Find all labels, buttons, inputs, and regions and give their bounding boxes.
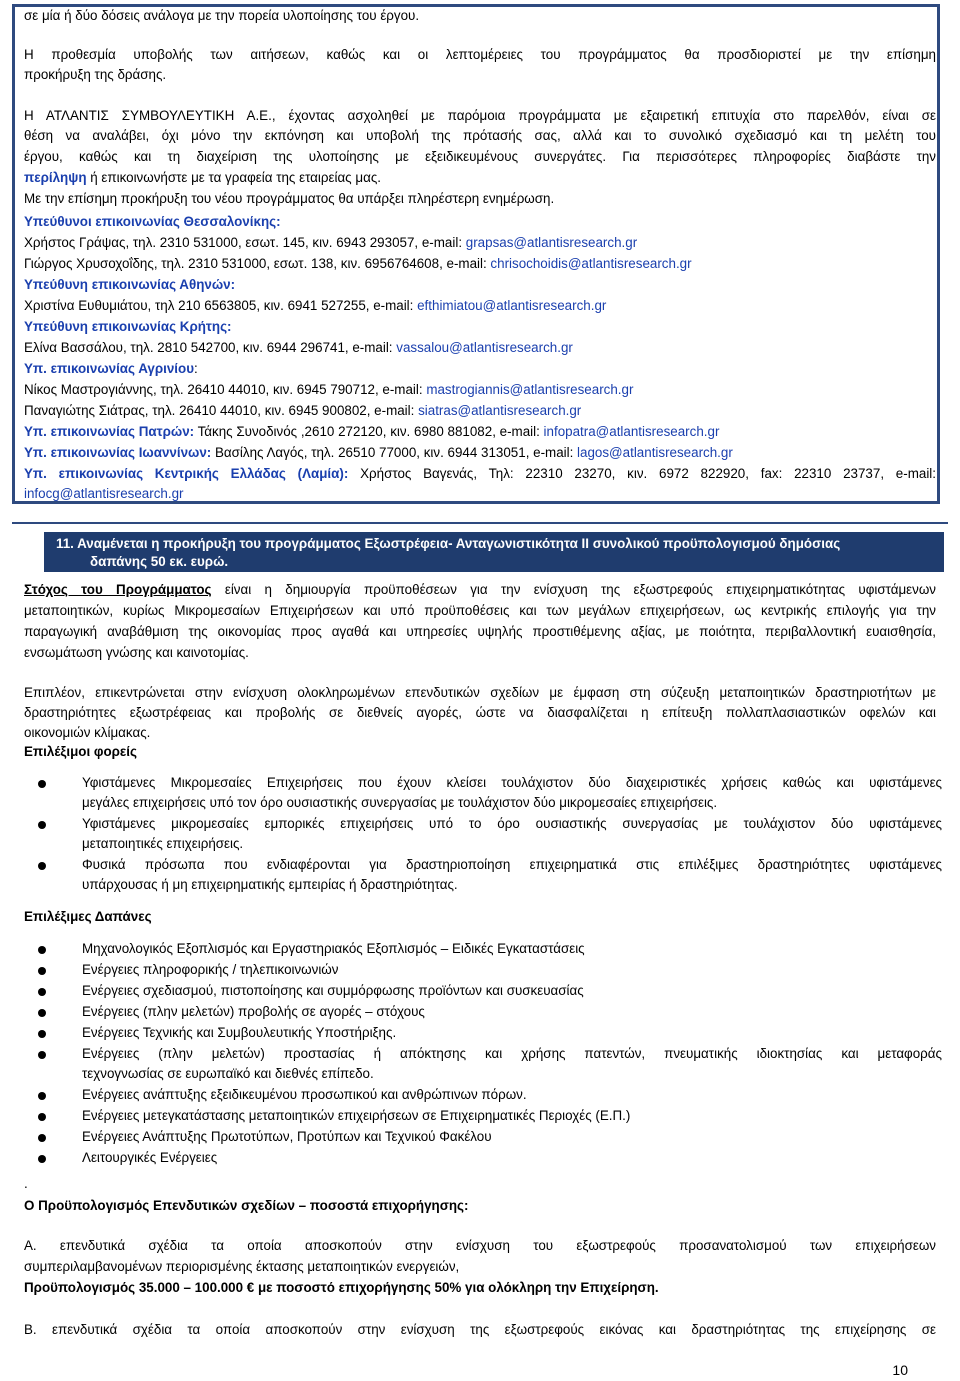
bullet-icon	[38, 946, 46, 954]
contact-title: Υπεύθυνη επικοινωνίας Αθηνών:	[24, 277, 236, 292]
text-line: Η προθεσμία υποβολής των αιτήσεων, καθώς και οι λεπτομέρειες του προγράμματος θα προσδιοριστεί με την επίσημη	[24, 47, 936, 62]
email-link[interactable]: infocg@atlantisresearch.gr	[24, 486, 184, 501]
contact-line: Υπ. επικοινωνίας Ιωαννίνων: Βασίλης Λαγός, τηλ. 26510 77000, κιν. 6944 313051, e-mail: lagos@atlantisresearch.gr	[24, 445, 733, 460]
contact-line: Υπ. επικοινωνίας Πατρών: Τάκης Συνοδινός ,2610 272120, κιν. 6980 881082, e-mail: infopatra@atlantisresearch.gr	[24, 424, 720, 439]
list-item: Ενέργειες σχεδιασμού, πιστοποίησης και συμμόρφωσης προϊόντων και συσκευασίας	[82, 983, 584, 998]
contact-line: Γιώργος Χρυσοχοΐδης, τηλ. 2310 531000, εσωτ. 138, κιν. 6956764608, e-mail: chrisochoidis@atlantisresearch.gr	[24, 256, 692, 271]
list-item: τεχνογνωσίας σε ευρωπαϊκό και διεθνές επίπεδο.	[82, 1066, 374, 1081]
bullet-icon	[38, 967, 46, 975]
bullet-icon	[38, 780, 46, 788]
contact-line: Παναγιώτης Σιάτρας, τηλ. 26410 44010, κιν. 6945 900802, e-mail: siatras@atlantisresearch.gr	[24, 403, 582, 418]
eligible-title: Επιλέξιμοι φορείς	[24, 744, 137, 759]
text-line: θέση να αναλάβει, όχι μόνο την εκπόνηση και υποβολή της πρότασής σας, αλλά και το συνολικό σχεδιασμό και τη μελέτη του	[24, 128, 936, 143]
contact-line	[24, 486, 183, 502]
list-item: Υφιστάμενες μικρομεσαίες εμπορικές επιχειρήσεις υπό το όρο ουσιαστικής συνεργασίας με τουλάχιστον δύο υφιστάμενες	[82, 816, 942, 831]
email-link[interactable]: mastrogiannis@atlantisresearch.gr	[426, 382, 634, 397]
list-item: μεταποιητικές επιχειρήσεις.	[82, 836, 244, 851]
goal-line: παραγωγική αναβάθμιση της οικονομίας προς αγαθά και υπηρεσίες υψηλής προστιθέμενης αξίας, με ποιότητα, περιβαλλοντική ευαισθησία,	[24, 624, 936, 639]
email-link[interactable]: grapsas@atlantisresearch.gr	[465, 235, 638, 250]
text-line: περίληψη ή επικοινωνήστε με τα γραφεία της εταιρείας μας.	[24, 170, 381, 185]
contact-title: Υπεύθυνη επικοινωνίας Κρήτης:	[24, 319, 232, 334]
budget-title: Ο Προϋπολογισμός Επενδυτικών σχεδίων – ποσοστά επιχορήγησης:	[24, 1198, 469, 1213]
text-line: Β. επενδυτικά σχέδια τα οποία αποσκοπούν στην ενίσχυση της εξωστρεφούς εικόνας και δραστηριότητας της επιχείρησης σε	[24, 1322, 936, 1337]
text-line: δραστηριότητες εξωστρέφειας και προβολής σε διεθνείς αγορές, ώστε να διασφαλίζεται η επίτευξη πολλαπλασιαστικών οφελών και	[24, 705, 936, 720]
text-line: οικονομιών κλίμακας.	[24, 725, 151, 740]
bullet-icon	[38, 1134, 46, 1142]
list-item: Λειτουργικές Ενέργειες	[82, 1150, 218, 1165]
email-link[interactable]: infopatra@atlantisresearch.gr	[543, 424, 720, 439]
email-link[interactable]: lagos@atlantisresearch.gr	[577, 445, 733, 460]
text-line: Η ΑΤΛΑΝΤΙΣ ΣΥΜΒΟΥΛΕΥΤΙΚΗ Α.Ε., έχοντας ασχοληθεί με παρόμοια προγράμματα με εξαιρετική επιτυχία στο παρελθόν, είναι σε	[24, 108, 936, 123]
email-link[interactable]: vassalou@atlantisresearch.gr	[396, 340, 573, 355]
text-line: σε μία ή δύο δόσεις ανάλογα με την πορεία υλοποίησης του έργου.	[24, 8, 420, 23]
text-line: Με την επίσημη προκήρυξη του νέου προγράμματος θα υπάρξει πληρέστερη ενημέρωση.	[24, 191, 555, 206]
section-heading: 11. Αναμένεται η προκήρυξη του προγράμματος Εξωστρέφεια- Ανταγωνιστικότητα ΙΙ συνολικού προϋπολογισμού δημόσιας δαπάνης 50 εκ. ευρώ.	[44, 532, 944, 572]
contact-line: Νίκος Μαστρογιάννης, τηλ. 26410 44010, κιν. 6945 790712, e-mail: mastrogiannis@atlantisresearch.gr	[24, 382, 634, 397]
costs-title: Επιλέξιμες Δαπάνες	[24, 909, 152, 924]
goal-line: μεταποιητικών, κυρίως Μικρομεσαίων Επιχειρήσεων και υπό προϋποθέσεις και των μεγάλων επιχειρήσεων, ως κεντρικής επιλογής για την	[24, 603, 936, 618]
text-line: Προϋπολογισμός 35.000 – 100.000 € με ποσοστό επιχορήγησης 50% για ολόκληρη την Επιχείρηση.	[24, 1280, 659, 1295]
list-item: υπάρχουσας ή μη επιχειρηματικής εμπειρίας ή δραστηριότητας.	[82, 877, 458, 892]
list-item: Ενέργειες ανάπτυξης εξειδικευμένου προσωπικού και ανθρώπινων πόρων.	[82, 1087, 527, 1102]
contact-line: Υπ. επικοινωνίας Κεντρικής Ελλάδας (Λαμία): Χρήστος Βαγενάς, Τηλ: 22310 23270, κιν. 6972 822920, fax: 22310 23737, e-mail:	[24, 466, 936, 481]
contact-line: Ελίνα Βασσάλου, τηλ. 2810 542700, κιν. 6944 296741, e-mail: vassalou@atlantisresearch.gr	[24, 340, 573, 355]
bullet-icon	[38, 1155, 46, 1163]
bullet-icon	[38, 988, 46, 996]
list-item: Ενέργειες πληροφορικής / τηλεπικοινωνιών	[82, 962, 339, 977]
contact-line: Χριστίνα Ευθυμιάτου, τηλ 210 6563805, κιν. 6941 527255, e-mail: efthimiatou@atlantisresearch.gr	[24, 298, 607, 313]
bullet-icon	[38, 1051, 46, 1059]
summary-link[interactable]: περίληψη	[24, 170, 87, 185]
text-line: προκήρυξη της δράσης.	[24, 67, 167, 82]
text-line: συμπεριλαμβανομένων περιορισμένης έκτασης μεταποιητικών ενεργειών,	[24, 1259, 460, 1274]
list-item: Ενέργειες μετεγκατάστασης μεταποιητικών επιχειρήσεων σε Επιχειρηματικές Περιοχές (Ε.Π.)	[82, 1108, 631, 1123]
bullet-icon	[38, 821, 46, 829]
bullet-icon	[38, 1030, 46, 1038]
text-line: Α. επενδυτικά σχέδια τα οποία αποσκοπούν στην ενίσχυση του εξωστρεφούς προσανατολισμού των επιχειρήσεων	[24, 1238, 936, 1253]
section-divider	[12, 522, 948, 524]
page-number: 10	[892, 1362, 908, 1378]
text-line: .	[24, 1176, 28, 1191]
bullet-icon	[38, 1009, 46, 1017]
list-item: Ενέργειες (πλην μελετών) προστασίας ή απόκτησης και χρήσης πατεντών, πνευματικής ιδιοκτησίας και μεταφοράς	[82, 1046, 942, 1061]
email-link[interactable]: efthimiatou@atlantisresearch.gr	[417, 298, 607, 313]
list-item: Ενέργειες Ανάπτυξης Πρωτοτύπων, Προτύπων και Τεχνικού Φακέλου	[82, 1129, 492, 1144]
list-item: Υφιστάμενες Μικρομεσαίες Επιχειρήσεις που έχουν κλείσει τουλάχιστον δύο διαχειριστικές χρήσεις καθώς και υφιστάμενες	[82, 775, 942, 790]
email-link[interactable]: siatras@atlantisresearch.gr	[418, 403, 582, 418]
contact-title: Υπ. επικοινωνίας Αγρινίου:	[24, 361, 198, 376]
bullet-icon	[38, 862, 46, 870]
text-line: έργου, καθώς και τη διαχείριση της υλοποίησης με εξειδικευμένους συνεργάτες. Για περισσότερες πληροφορίες διαβάστε την	[24, 149, 936, 164]
contact-title: Υπεύθυνοι επικοινωνίας Θεσσαλονίκης:	[24, 214, 281, 229]
goal-line: ενσωμάτωση γνώσης και καινοτομίας.	[24, 645, 249, 660]
list-item: μεγάλες επιχειρήσεις υπό τον όρο ουσιαστικής συνεργασίας με τουλάχιστον δύο μικρομεσαίες επιχειρήσεις.	[82, 795, 718, 810]
list-item: Μηχανολογικός Εξοπλισμός και Εργαστηριακός Εξοπλισμός – Ειδικές Εγκαταστάσεις	[82, 941, 585, 956]
text-line: Επιπλέον, επικεντρώνεται στην ενίσχυση ολοκληρωμένων επενδυτικών σχεδίων με έμφαση στη σύζευξη μεταποιητικών δραστηριοτήτων με	[24, 685, 936, 700]
list-item: Ενέργειες Τεχνικής και Συμβουλευτικής Υποστήριξης.	[82, 1025, 397, 1040]
contact-line: Χρήστος Γράψας, τηλ. 2310 531000, εσωτ. 145, κιν. 6943 293057, e-mail: grapsas@atlantisresearch.gr	[24, 235, 638, 250]
goal-line: Στόχος του Προγράμματος είναι η δημιουργία προϋποθέσεων για την ενίσχυση της εξωστρεφούς επιχειρηματικότητας υφιστάμενων	[24, 582, 936, 597]
bullet-icon	[38, 1092, 46, 1100]
list-item: Φυσικά πρόσωπα που ενδιαφέρονται για δραστηριοποίηση επιχειρηματικά στις επιλέξιμες δραστηριότητες υφιστάμενες	[82, 857, 942, 872]
list-item: Ενέργειες (πλην μελετών) προβολής σε αγορές – στόχους	[82, 1004, 425, 1019]
email-link[interactable]: chrisochoidis@atlantisresearch.gr	[490, 256, 692, 271]
bullet-icon	[38, 1113, 46, 1121]
